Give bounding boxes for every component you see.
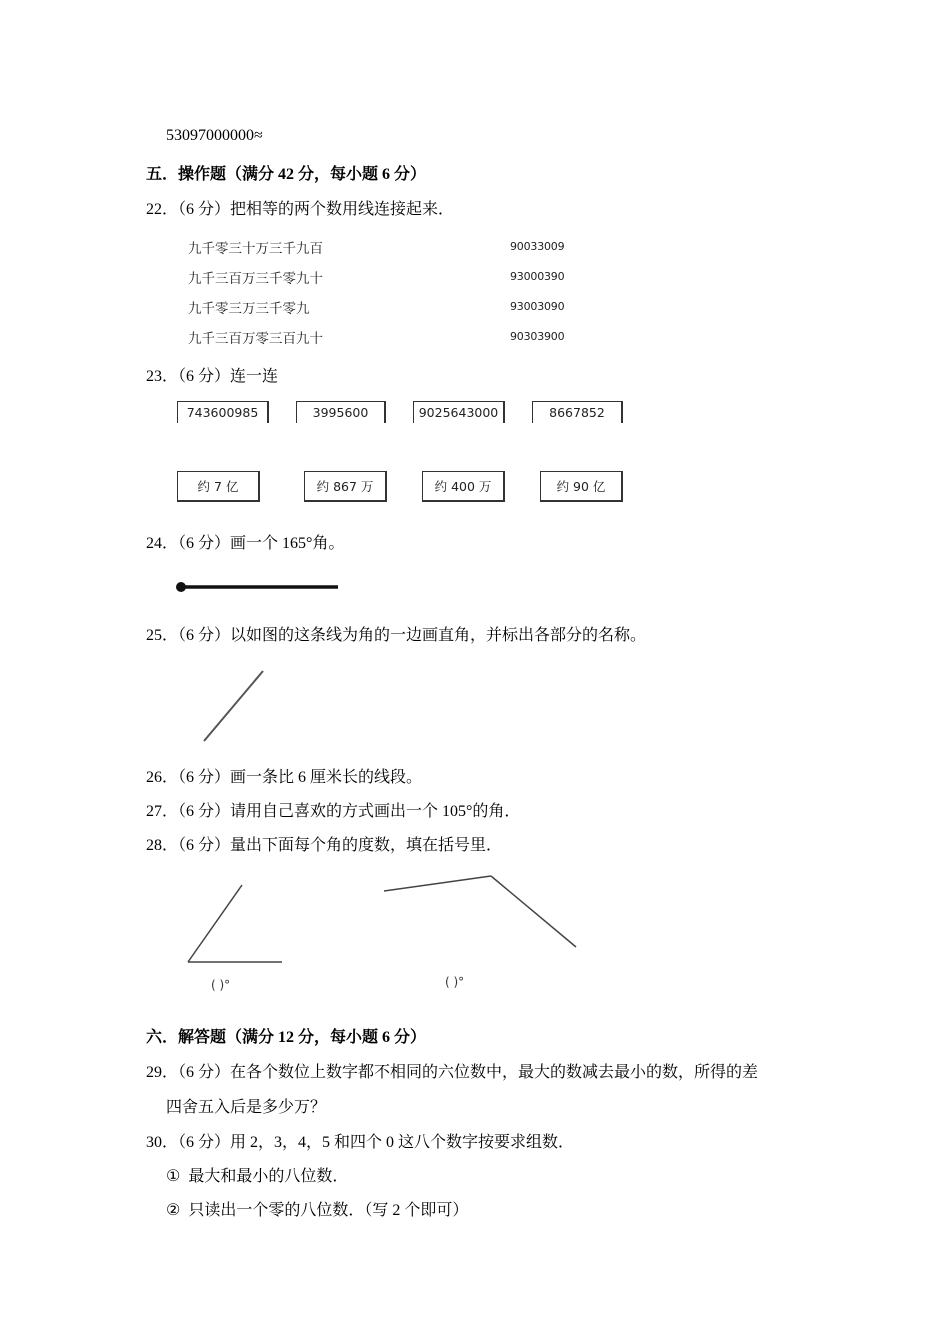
q23-number-box: 9025643000 (413, 401, 505, 423)
q22-left-item: 九千三百万三千零九十 (188, 271, 323, 287)
q23-estimate-box: 约 867 万 (304, 471, 387, 502)
q30-item-1-text: 最大和最小的八位数． (188, 1168, 349, 1185)
question-24: 24．（6 分）画一个 165°角。 (146, 535, 345, 552)
q28-angle-2 (384, 876, 576, 947)
q22-right-item: 93000390 (510, 270, 565, 283)
question-29-line-1: 29．（6 分）在各个数位上数字都不相同的六位数中，最大的数减去最小的数，所得的差 (146, 1064, 759, 1081)
q28-angle-1 (188, 885, 282, 962)
q22-right-item: 90303900 (510, 330, 565, 343)
question-23: 23．（6 分）连一连 (146, 368, 279, 385)
question-22: 22．（6 分）把相等的两个数用线连接起来． (146, 201, 455, 218)
question-26: 26．（6 分）画一条比 6 厘米长的线段。 (146, 769, 423, 786)
q23-number-box: 3995600 (296, 401, 386, 423)
question-28: 28．（6 分）量出下面每个角的度数，填在括号里． (146, 837, 503, 854)
q22-right-item: 93003090 (510, 300, 565, 313)
q23-estimate-box: 约 400 万 (422, 471, 505, 502)
q30-item-1-marker: ① (166, 1168, 181, 1185)
q25-line-segment (204, 671, 263, 741)
q22-left-item: 九千零三十万三千九百 (188, 241, 323, 257)
q23-estimate-box: 约 90 亿 (540, 471, 623, 502)
question-25: 25．（6 分）以如图的这条线为角的一边画直角，并标出各部分的名称。 (146, 627, 647, 644)
q22-left-item: 九千三百万零三百九十 (188, 331, 323, 347)
angle-2-side-a (384, 876, 491, 891)
q22-left-item: 九千零三万三千零九 (188, 301, 310, 317)
question-29-line-2: 四舍五入后是多少万？ (166, 1099, 327, 1116)
approx-expression: 53097000000≈ (166, 127, 263, 144)
q22-right-item: 90033009 (510, 240, 565, 253)
q30-item-2-text: 只读出一个零的八位数．（写 2 个即可） (188, 1202, 469, 1219)
angle-1-answer-blank: ( )° (211, 978, 231, 992)
section-6-title: 六．解答题（满分 12 分，每小题 6 分） (146, 1029, 427, 1046)
section-5-title: 五．操作题（满分 42 分，每小题 6 分） (146, 166, 427, 183)
q24-ray-figure (176, 582, 338, 592)
question-30: 30．（6 分）用 2，3，4，5 和四个 0 这八个数字按要求组数． (146, 1134, 575, 1151)
q23-number-box: 743600985 (177, 401, 269, 423)
angle-1-side-a (188, 885, 242, 962)
q30-item-2-marker: ② (166, 1202, 181, 1219)
angle-2-side-b (491, 876, 576, 947)
q23-estimate-box: 约 7 亿 (177, 471, 260, 502)
q23-number-box: 8667852 (532, 401, 623, 423)
angle-2-answer-blank: ( )° (445, 975, 465, 989)
question-27: 27．（6 分）请用自己喜欢的方式画出一个 105°的角． (146, 803, 521, 820)
